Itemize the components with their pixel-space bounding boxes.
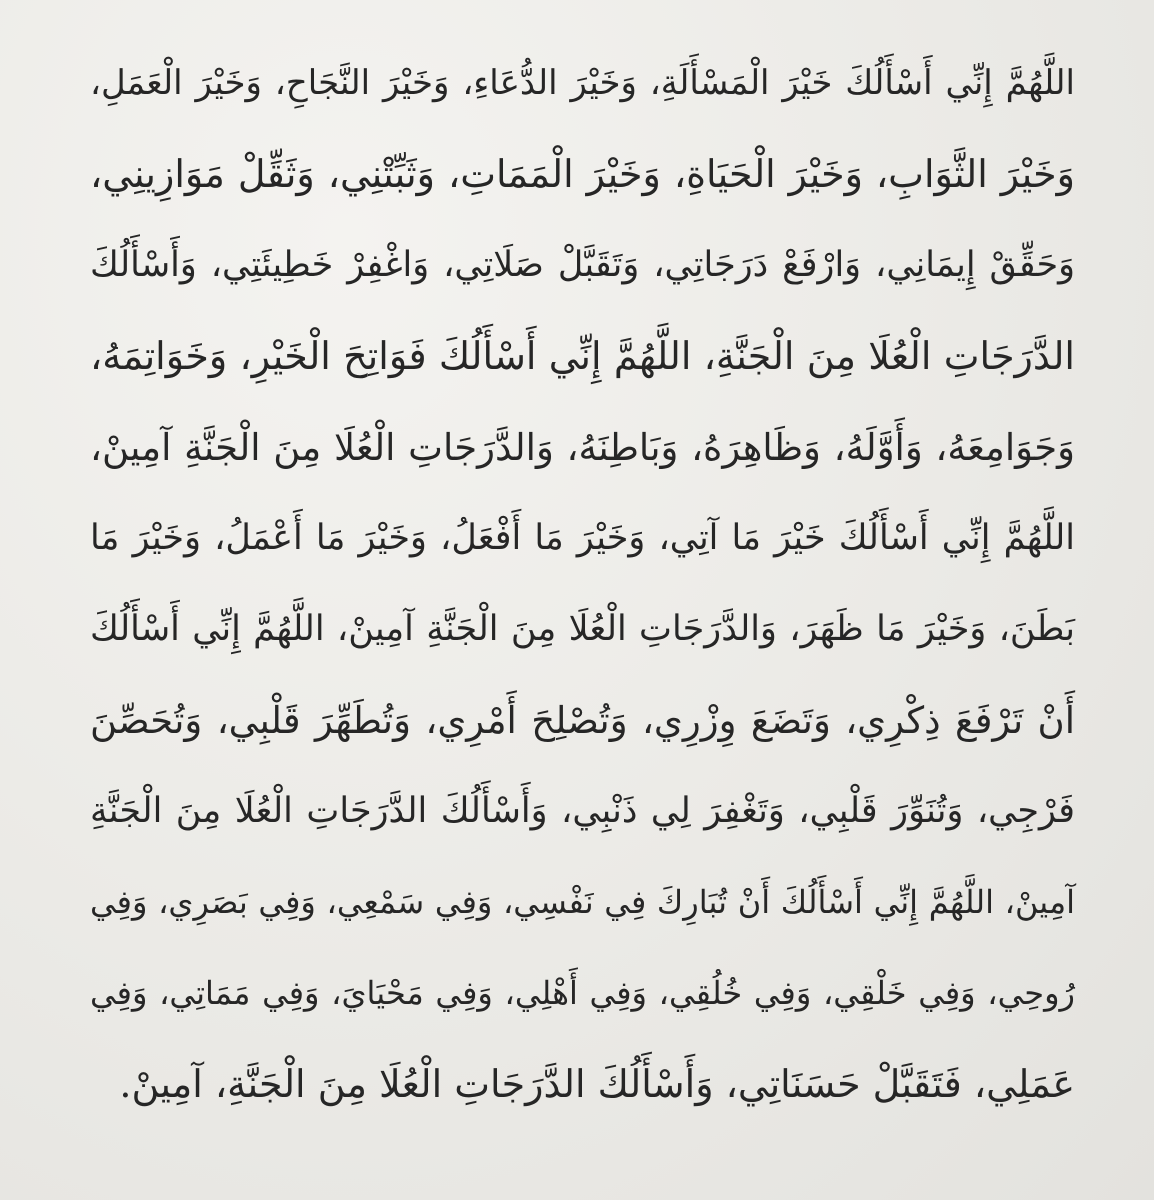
- text-line-9: فَرْجِي، وَتُنَوِّرَ قَلْبِي، وَتَغْفِرَ لِي ذَنْبِي، وَأَسْأَلُكَ الدَّرَجَاتِ الْعُلَا مِنَ الْجَنَّةِ: [90, 791, 1075, 831]
- text-line-10: آمِينْ، اللَّهُمَّ إِنِّي أَسْأَلُكَ أَنْ تُبَارِكَ فِي نَفْسِي، وَفِي سَمْعِي، وَفِي بَصَرِي، وَفِي: [90, 883, 1075, 921]
- text-line-3: وَحَقِّقْ إِيمَانِي، وَارْفَعْ دَرَجَاتِي، وَتَقَبَّلْ صَلَاتِي، وَاغْفِرْ خَطِيئَتِي، وَأَسْأَلُكَ: [90, 245, 1075, 285]
- text-line-8: أَنْ تَرْفَعَ ذِكْرِي، وَتَضَعَ وِزْرِي، وَتُصْلِحَ أَمْرِي، وَتُطَهِّرَ قَلْبِي، وَتُحَصِّنَ: [90, 699, 1075, 742]
- text-line-11: رُوحِي، وَفِي خَلْقِي، وَفِي خُلُقِي، وَفِي أَهْلِي، وَفِي مَحْيَايَ، وَفِي مَمَاتِي، وَفِي: [90, 974, 1075, 1012]
- text-line-6: اللَّهُمَّ إِنِّي أَسْأَلُكَ خَيْرَ مَا آتِي، وَخَيْرَ مَا أَفْعَلُ، وَخَيْرَ مَا أَعْمَلُ، وَخَيْرَ مَا: [90, 518, 1075, 558]
- text-line-2: وَخَيْرَ الثَّوَابِ، وَخَيْرَ الْحَيَاةِ، وَخَيْرَ الْمَمَاتِ، وَثَبِّتْنِي، وَثَقِّلْ مَوَازِينِي،: [90, 152, 1075, 196]
- supplication-text: [90, 38, 1075, 1130]
- text-line-7: بَطَنَ، وَخَيْرَ مَا ظَهَرَ، وَالدَّرَجَاتِ الْعُلَا مِنَ الْجَنَّةِ آمِينْ، اللَّهُمَّ إِنِّي أَسْأَلُكَ: [90, 609, 1075, 649]
- text-line-12: عَمَلِي، فَتَقَبَّلْ حَسَنَاتِي، وَأَسْأَلُكَ الدَّرَجَاتِ الْعُلَا مِنَ الْجَنَّةِ، آمِينْ.: [119, 1062, 1075, 1106]
- text-line-5: وَجَوَامِعَهُ، وَأَوَّلَهُ، وَظَاهِرَهُ، وَبَاطِنَهُ، وَالدَّرَجَاتِ الْعُلَا مِنَ الْجَنَّةِ آمِينْ،: [90, 426, 1075, 469]
- text-line-1: اللَّهُمَّ إِنِّي أَسْأَلُكَ خَيْرَ الْمَسْأَلَةِ، وَخَيْرَ الدُّعَاءِ، وَخَيْرَ النَّجَاحِ، وَخَيْرَ الْعَمَلِ،: [90, 63, 1075, 103]
- text-line-4: الدَّرَجَاتِ الْعُلَا مِنَ الْجَنَّةِ، اللَّهُمَّ إِنِّي أَسْأَلُكَ فَوَاتِحَ الْخَيْرِ، وَخَوَاتِمَهُ،: [90, 334, 1075, 378]
